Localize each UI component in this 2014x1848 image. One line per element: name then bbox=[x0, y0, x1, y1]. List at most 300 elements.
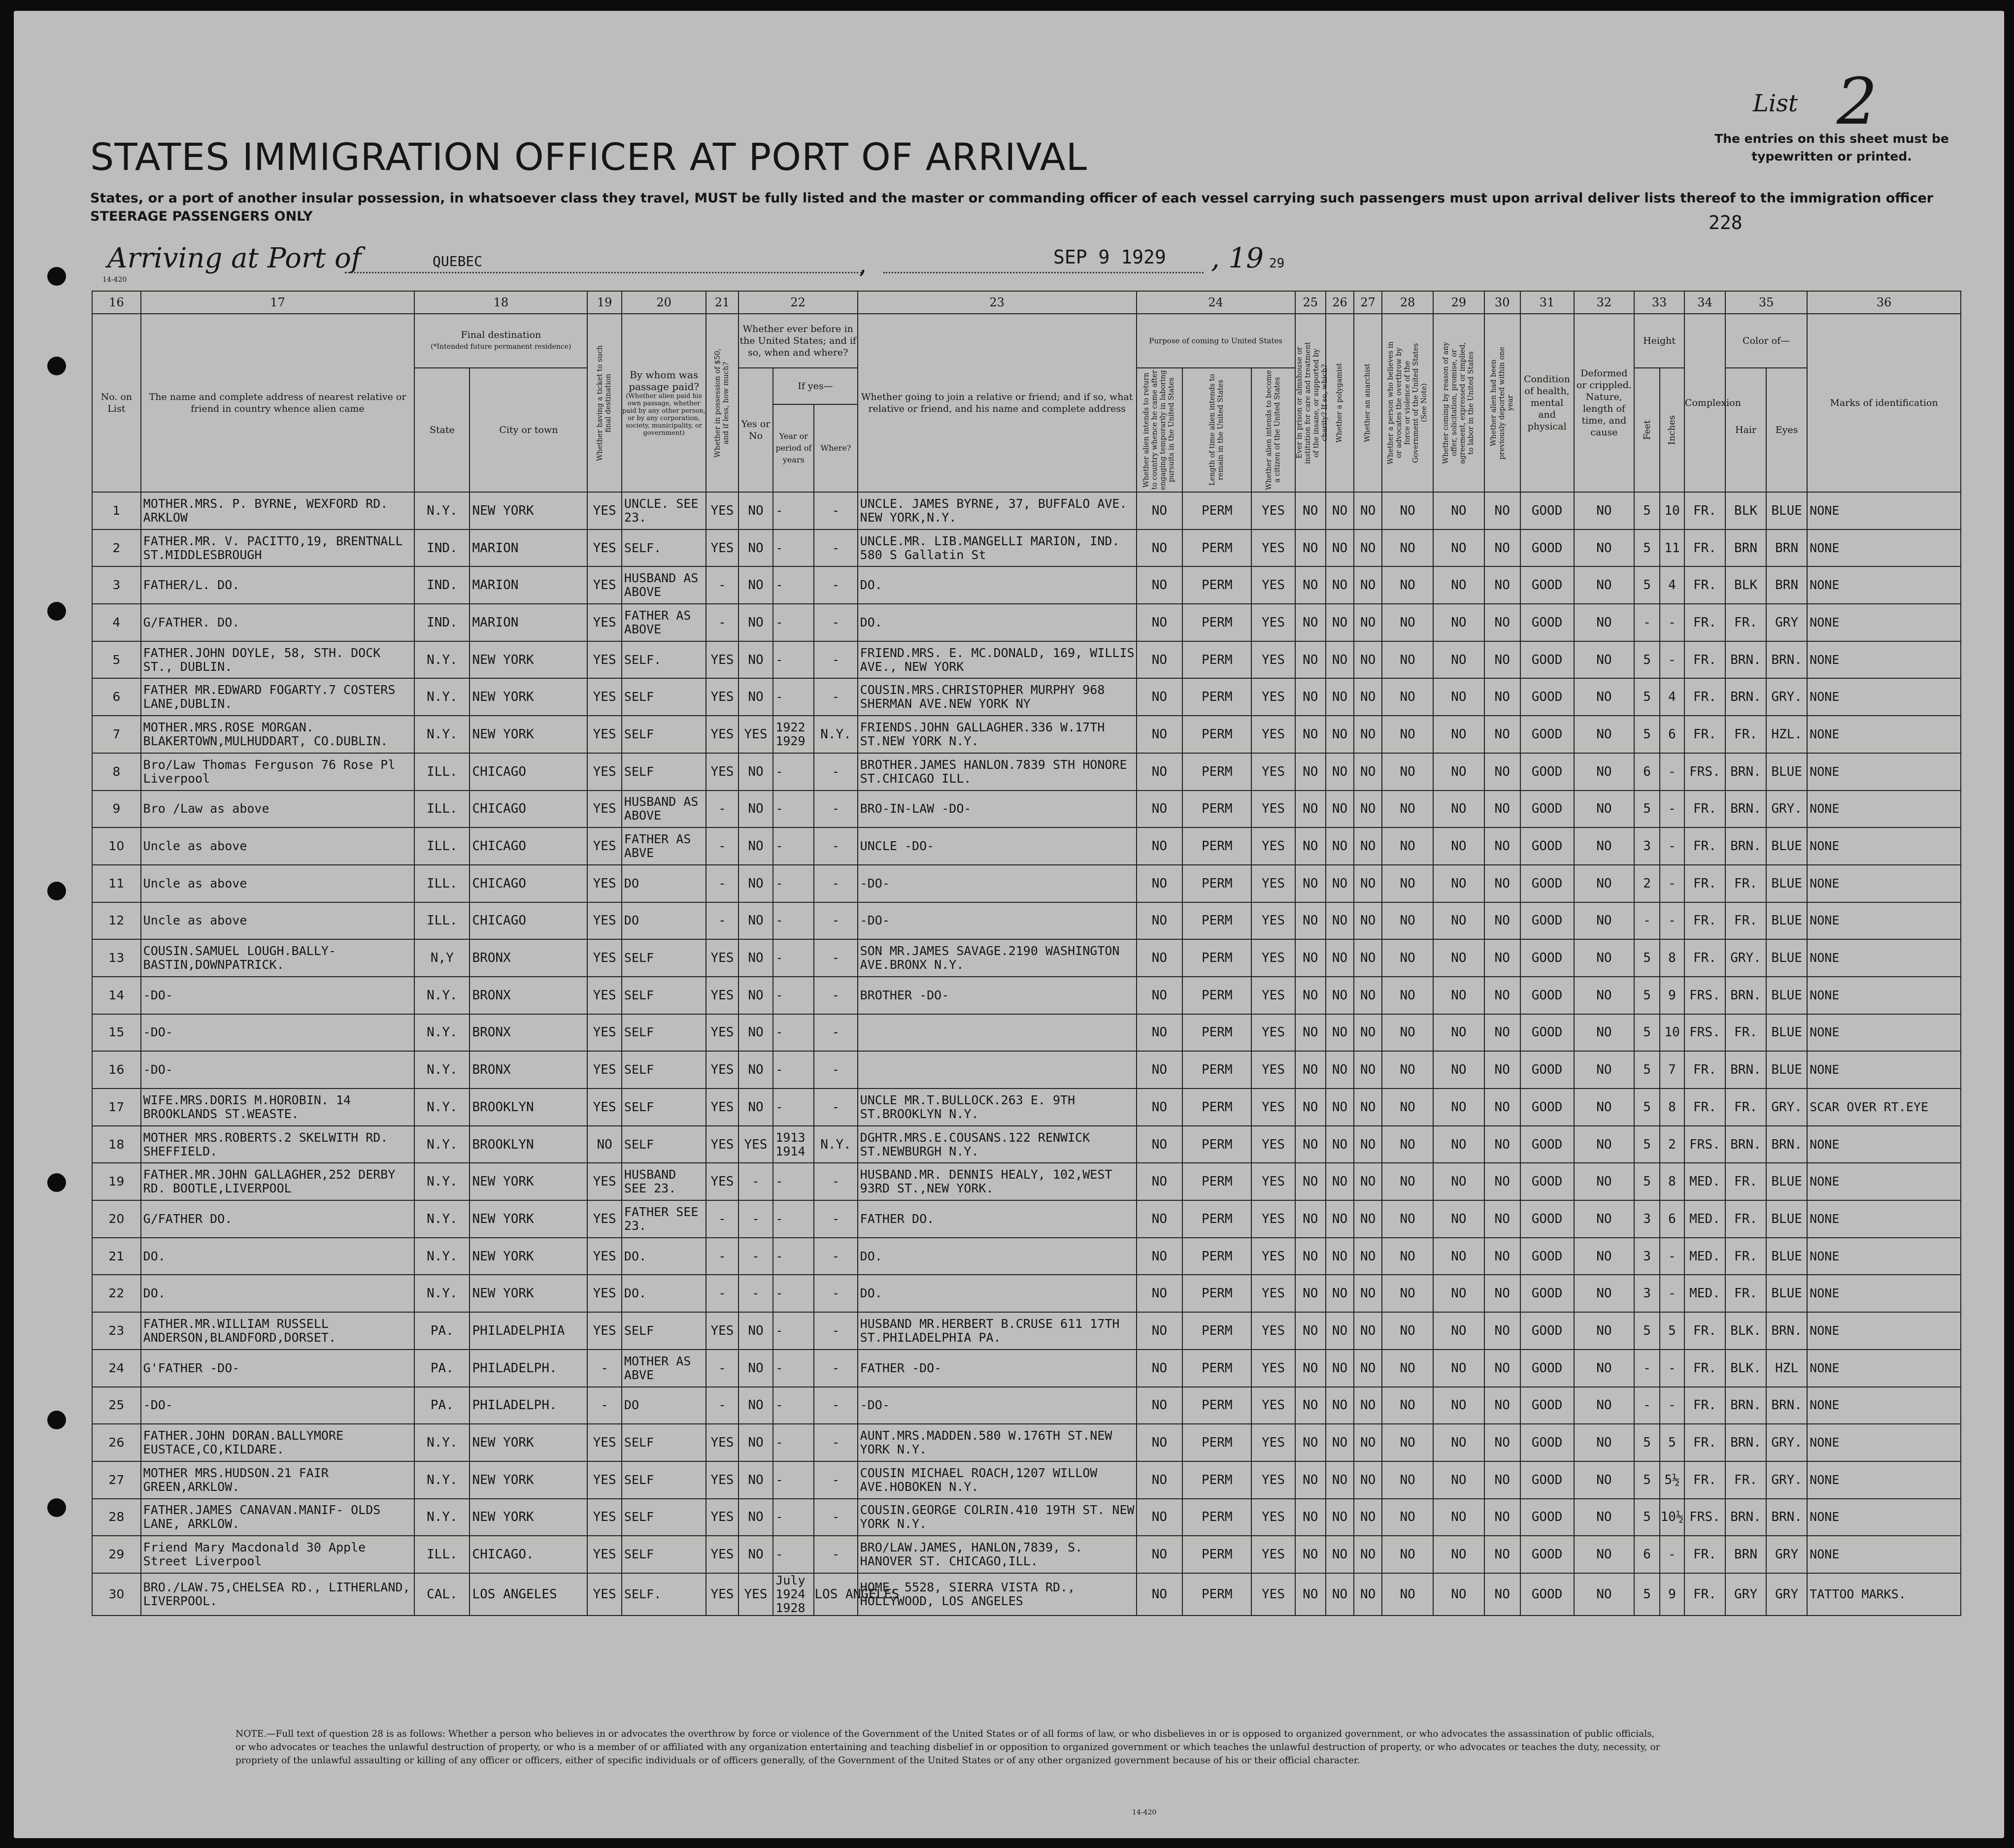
cell-no: 18 bbox=[92, 1126, 141, 1163]
cell-city: BRONX bbox=[470, 1014, 587, 1052]
cell-p-b: PERM bbox=[1182, 1499, 1251, 1536]
cell-complexion: FR. bbox=[1684, 566, 1725, 604]
cell-p-c: YES bbox=[1251, 939, 1295, 977]
column-number: 23 bbox=[858, 291, 1137, 314]
cell-p-a: NO bbox=[1137, 1275, 1182, 1312]
cell-city: PHILADELPH. bbox=[470, 1387, 587, 1424]
cell-before: YES bbox=[738, 1126, 773, 1163]
column-number: 17 bbox=[141, 291, 415, 314]
list-number: 2 bbox=[1837, 64, 1878, 139]
cell-c26: NO bbox=[1326, 492, 1354, 529]
header-purpose: Purpose of coming to United States bbox=[1137, 314, 1295, 368]
cell-ticket: YES bbox=[587, 1163, 622, 1200]
cell-city: BROOKLYN bbox=[470, 1126, 587, 1163]
cell-state: N.Y. bbox=[414, 1200, 470, 1238]
cell-deformed: NO bbox=[1574, 902, 1635, 940]
cell-c28: NO bbox=[1382, 641, 1433, 679]
cell-deformed: NO bbox=[1574, 1238, 1635, 1275]
cell-state: ILL. bbox=[414, 865, 470, 902]
cell-where: N.Y. bbox=[814, 1126, 857, 1163]
cell-passage: SELF bbox=[622, 1014, 706, 1052]
cell-c26: NO bbox=[1326, 604, 1354, 641]
cell-p-c: YES bbox=[1251, 1089, 1295, 1126]
cell-c26: NO bbox=[1326, 1350, 1354, 1387]
cell-hair: BRN. bbox=[1725, 753, 1766, 791]
cell-state: PA. bbox=[414, 1350, 470, 1387]
cell-passage: HUSBAND SEE 23. bbox=[622, 1163, 706, 1200]
table-row bbox=[92, 977, 1961, 1014]
cell-p-b: PERM bbox=[1182, 827, 1251, 865]
cell-c26: NO bbox=[1326, 1499, 1354, 1536]
cell-marks: NONE bbox=[1807, 566, 1961, 604]
cell-marks: NONE bbox=[1807, 1051, 1961, 1089]
cell-before: - bbox=[738, 1200, 773, 1238]
cell-state: ILL. bbox=[414, 902, 470, 940]
cell-inches: - bbox=[1660, 791, 1684, 828]
column-number: 36 bbox=[1807, 291, 1961, 314]
cell-p-c: YES bbox=[1251, 604, 1295, 641]
cell-city: MARION bbox=[470, 566, 587, 604]
cell-p-b: PERM bbox=[1182, 1275, 1251, 1312]
cell-joining: FRIENDS.JOHN GALLAGHER.336 W.17TH ST.NEW YORK N.Y. bbox=[858, 716, 1137, 753]
cell-complexion: FR. bbox=[1684, 1424, 1725, 1461]
header-no: No. on List bbox=[92, 314, 141, 492]
table-row bbox=[92, 1275, 1961, 1312]
table-row bbox=[92, 902, 1961, 940]
cell-p-a: NO bbox=[1137, 1312, 1182, 1350]
cell-p-c: YES bbox=[1251, 977, 1295, 1014]
cell-relative: FATHER MR.EDWARD FOGARTY.7 COSTERS LANE,DUBLIN. bbox=[141, 678, 415, 716]
cell-relative: FATHER.MR. V. PACITTO,19, BRENTNALL ST.MIDDLESBROUGH bbox=[141, 529, 415, 567]
cell-c27: NO bbox=[1354, 1014, 1382, 1052]
cell-c30: NO bbox=[1484, 827, 1520, 865]
cell-c25: NO bbox=[1295, 1126, 1326, 1163]
cell-deformed: NO bbox=[1574, 641, 1635, 679]
cell-state: N.Y. bbox=[414, 1499, 470, 1536]
cell-passage: SELF bbox=[622, 1461, 706, 1499]
cell-years: - bbox=[773, 1536, 814, 1573]
cell-money: - bbox=[706, 1200, 738, 1238]
header-color-of: Color of— bbox=[1725, 314, 1807, 368]
cell-before: NO bbox=[738, 827, 773, 865]
cell-hair: BLK. bbox=[1725, 1350, 1766, 1387]
cell-feet: 5 bbox=[1634, 641, 1660, 679]
cell-p-c: YES bbox=[1251, 1200, 1295, 1238]
cell-c29: NO bbox=[1433, 1536, 1484, 1573]
cell-money: YES bbox=[706, 641, 738, 679]
cell-joining: FATHER DO. bbox=[858, 1200, 1137, 1238]
cell-c28: NO bbox=[1382, 1275, 1433, 1312]
cell-years: - bbox=[773, 939, 814, 977]
cell-c30: NO bbox=[1484, 939, 1520, 977]
cell-c29: NO bbox=[1433, 641, 1484, 679]
cell-deformed: NO bbox=[1574, 1573, 1635, 1616]
cell-health: GOOD bbox=[1520, 753, 1574, 791]
cell-passage: UNCLE. SEE 23. bbox=[622, 492, 706, 529]
cell-c30: NO bbox=[1484, 678, 1520, 716]
cell-complexion: FR. bbox=[1684, 1089, 1725, 1126]
cell-hair: FR. bbox=[1725, 1275, 1766, 1312]
cell-city: PHILADELPH. bbox=[470, 1350, 587, 1387]
cell-before: NO bbox=[738, 791, 773, 828]
cell-deformed: NO bbox=[1574, 1387, 1635, 1424]
cell-eyes: BLUE bbox=[1766, 492, 1807, 529]
header-28 bbox=[1382, 314, 1433, 492]
cell-hair: BRN. bbox=[1725, 641, 1766, 679]
cell-deformed: NO bbox=[1574, 791, 1635, 828]
cell-deformed: NO bbox=[1574, 865, 1635, 902]
cell-years: 1913 1914 bbox=[773, 1126, 814, 1163]
cell-p-c: YES bbox=[1251, 791, 1295, 828]
cell-money: YES bbox=[706, 1499, 738, 1536]
cell-c25: NO bbox=[1295, 939, 1326, 977]
cell-state: IND. bbox=[414, 604, 470, 641]
cell-c29: NO bbox=[1433, 1387, 1484, 1424]
cell-p-a: NO bbox=[1137, 977, 1182, 1014]
cell-joining bbox=[858, 1051, 1137, 1089]
cell-no: 28 bbox=[92, 1499, 141, 1536]
cell-ticket: YES bbox=[587, 604, 622, 641]
cell-passage: SELF bbox=[622, 1089, 706, 1126]
cell-years: - bbox=[773, 1089, 814, 1126]
cell-c25: NO bbox=[1295, 604, 1326, 641]
cell-marks: NONE bbox=[1807, 1126, 1961, 1163]
cell-c28: NO bbox=[1382, 716, 1433, 753]
cell-marks: NONE bbox=[1807, 641, 1961, 679]
cell-inches: - bbox=[1660, 753, 1684, 791]
cell-city: NEW YORK bbox=[470, 1238, 587, 1275]
cell-relative: -DO- bbox=[141, 1387, 415, 1424]
cell-state: ILL. bbox=[414, 827, 470, 865]
cell-state: N.Y. bbox=[414, 716, 470, 753]
cell-state: N.Y. bbox=[414, 678, 470, 716]
cell-no: 2 bbox=[92, 529, 141, 567]
table-row bbox=[92, 1089, 1961, 1126]
cell-p-b: PERM bbox=[1182, 753, 1251, 791]
cell-inches: - bbox=[1660, 1536, 1684, 1573]
cell-passage: SELF. bbox=[622, 1573, 706, 1616]
cell-marks: NONE bbox=[1807, 492, 1961, 529]
cell-complexion: FRS. bbox=[1684, 1126, 1725, 1163]
cell-state: CAL. bbox=[414, 1573, 470, 1616]
cell-ticket: YES bbox=[587, 1424, 622, 1461]
cell-p-c: YES bbox=[1251, 678, 1295, 716]
cell-eyes: BLUE bbox=[1766, 753, 1807, 791]
cell-inches: 8 bbox=[1660, 1163, 1684, 1200]
cell-c25: NO bbox=[1295, 1014, 1326, 1052]
table-row bbox=[92, 1163, 1961, 1200]
table-row bbox=[92, 1238, 1961, 1275]
cell-c28: NO bbox=[1382, 1051, 1433, 1089]
cell-where: - bbox=[814, 753, 857, 791]
cell-state: N.Y. bbox=[414, 977, 470, 1014]
column-number: 20 bbox=[622, 291, 706, 314]
date-stamp: SEP 9 1929 bbox=[1053, 246, 1166, 268]
header-purpose-b bbox=[1182, 368, 1251, 492]
cell-where: - bbox=[814, 977, 857, 1014]
cell-deformed: NO bbox=[1574, 1014, 1635, 1052]
cell-complexion: FR. bbox=[1684, 1350, 1725, 1387]
cell-money: YES bbox=[706, 678, 738, 716]
cell-p-b: PERM bbox=[1182, 1089, 1251, 1126]
cell-years: 1922 1929 bbox=[773, 716, 814, 753]
cell-c30: NO bbox=[1484, 1275, 1520, 1312]
cell-eyes: GRY. bbox=[1766, 1424, 1807, 1461]
cell-no: 19 bbox=[92, 1163, 141, 1200]
cell-feet: 5 bbox=[1634, 716, 1660, 753]
cell-c25: NO bbox=[1295, 1312, 1326, 1350]
cell-marks: NONE bbox=[1807, 1275, 1961, 1312]
cell-complexion: FR. bbox=[1684, 1051, 1725, 1089]
cell-c30: NO bbox=[1484, 753, 1520, 791]
cell-health: GOOD bbox=[1520, 1536, 1574, 1573]
cell-feet: 5 bbox=[1634, 1499, 1660, 1536]
cell-money: YES bbox=[706, 1126, 738, 1163]
cell-no: 4 bbox=[92, 604, 141, 641]
cell-c25: NO bbox=[1295, 529, 1326, 567]
cell-relative: DO. bbox=[141, 1238, 415, 1275]
cell-passage: SELF. bbox=[622, 641, 706, 679]
cell-joining: BRO-IN-LAW -DO- bbox=[858, 791, 1137, 828]
cell-inches: 6 bbox=[1660, 716, 1684, 753]
cell-p-b: PERM bbox=[1182, 1461, 1251, 1499]
cell-hair: GRY bbox=[1725, 1573, 1766, 1616]
cell-relative: MOTHER.MRS.ROSE MORGAN. BLAKERTOWN,MULHUDDART, CO.DUBLIN. bbox=[141, 716, 415, 753]
cell-feet: 5 bbox=[1634, 1573, 1660, 1616]
cell-state: N.Y. bbox=[414, 641, 470, 679]
cell-p-a: NO bbox=[1137, 1387, 1182, 1424]
header-purpose-c bbox=[1251, 368, 1295, 492]
cell-no: 1 bbox=[92, 492, 141, 529]
cell-inches: - bbox=[1660, 604, 1684, 641]
column-number: 18 bbox=[414, 291, 587, 314]
table-row bbox=[92, 791, 1961, 828]
cell-marks: NONE bbox=[1807, 1499, 1961, 1536]
cell-hair: BRN. bbox=[1725, 678, 1766, 716]
column-number: 30 bbox=[1484, 291, 1520, 314]
cell-hair: BRN bbox=[1725, 529, 1766, 567]
table-row bbox=[92, 1424, 1961, 1461]
cell-marks: TATTOO MARKS. bbox=[1807, 1573, 1961, 1616]
cell-p-b: PERM bbox=[1182, 641, 1251, 679]
cell-c29: NO bbox=[1433, 1424, 1484, 1461]
form-code: 14-420 bbox=[102, 276, 127, 284]
cell-c26: NO bbox=[1326, 566, 1354, 604]
cell-city: CHICAGO. bbox=[470, 1536, 587, 1573]
column-number: 29 bbox=[1433, 291, 1484, 314]
cell-c29: NO bbox=[1433, 1573, 1484, 1616]
cell-p-b: PERM bbox=[1182, 566, 1251, 604]
cell-c27: NO bbox=[1354, 566, 1382, 604]
header-if-yes: If yes— bbox=[773, 368, 857, 404]
cell-p-c: YES bbox=[1251, 1163, 1295, 1200]
table-row bbox=[92, 753, 1961, 791]
cell-no: 12 bbox=[92, 902, 141, 940]
page-subtitle: States, or a port of another insular possession, in whatsoever class they travel, MUST be fully listed and the master or commanding officer of each vessel carrying such passengers must upon arrival deliver lists thereof to the immigration officer bbox=[90, 191, 1934, 206]
cell-ticket: YES bbox=[587, 1051, 622, 1089]
cell-complexion: FR. bbox=[1684, 1387, 1725, 1424]
cell-where: LOS ANGELES bbox=[814, 1573, 857, 1616]
cell-inches: - bbox=[1660, 1350, 1684, 1387]
cell-inches: 7 bbox=[1660, 1051, 1684, 1089]
cell-p-c: YES bbox=[1251, 902, 1295, 940]
cell-p-a: NO bbox=[1137, 939, 1182, 977]
cell-city: NEW YORK bbox=[470, 492, 587, 529]
cell-complexion: MED. bbox=[1684, 1275, 1725, 1312]
cell-years: - bbox=[773, 1312, 814, 1350]
table-row bbox=[92, 1126, 1961, 1163]
cell-p-b: PERM bbox=[1182, 1350, 1251, 1387]
column-number: 26 bbox=[1326, 291, 1354, 314]
cell-state: N.Y. bbox=[414, 1424, 470, 1461]
cell-money: YES bbox=[706, 529, 738, 567]
cell-where: - bbox=[814, 1089, 857, 1126]
cell-p-b: PERM bbox=[1182, 865, 1251, 902]
purpose-a-text: Whether alien intends to return to country whence he came after engaging temporarily in laboring pursuits in the United States bbox=[1142, 370, 1176, 490]
cell-c25: NO bbox=[1295, 1275, 1326, 1312]
cell-c29: NO bbox=[1433, 977, 1484, 1014]
table-row bbox=[92, 1051, 1961, 1089]
cell-state: IND. bbox=[414, 566, 470, 604]
cell-passage: SELF bbox=[622, 939, 706, 977]
table-row bbox=[92, 939, 1961, 977]
table-row bbox=[92, 1387, 1961, 1424]
cell-c27: NO bbox=[1354, 1126, 1382, 1163]
cell-passage: MOTHER AS ABVE bbox=[622, 1350, 706, 1387]
cell-p-a: NO bbox=[1137, 1163, 1182, 1200]
cell-c29: NO bbox=[1433, 1126, 1484, 1163]
cell-years: - bbox=[773, 566, 814, 604]
cell-health: GOOD bbox=[1520, 939, 1574, 977]
cell-complexion: FR. bbox=[1684, 492, 1725, 529]
cell-c26: NO bbox=[1326, 1461, 1354, 1499]
cell-joining: HOME, 5528, SIERRA VISTA RD., HOLLYWOOD, LOS ANGELES bbox=[858, 1573, 1137, 1616]
cell-feet: 5 bbox=[1634, 791, 1660, 828]
cell-joining: HUSBAND MR.HERBERT B.CRUSE 611 17TH ST.PHILADELPHIA PA. bbox=[858, 1312, 1137, 1350]
cell-joining: -DO- bbox=[858, 1387, 1137, 1424]
cell-c26: NO bbox=[1326, 939, 1354, 977]
column-number: 16 bbox=[92, 291, 141, 314]
cell-marks: NONE bbox=[1807, 1312, 1961, 1350]
cell-feet: 5 bbox=[1634, 492, 1660, 529]
port-value: QUEBEC bbox=[433, 253, 483, 269]
cell-c28: NO bbox=[1382, 1424, 1433, 1461]
cell-eyes: BLUE bbox=[1766, 1200, 1807, 1238]
cell-health: GOOD bbox=[1520, 865, 1574, 902]
cell-c25: NO bbox=[1295, 753, 1326, 791]
cell-money: YES bbox=[706, 1573, 738, 1616]
cell-state: N.Y. bbox=[414, 1014, 470, 1052]
cell-ticket: YES bbox=[587, 529, 622, 567]
cell-c25: NO bbox=[1295, 641, 1326, 679]
cell-p-c: YES bbox=[1251, 1238, 1295, 1275]
cell-money: YES bbox=[706, 939, 738, 977]
cell-c26: NO bbox=[1326, 753, 1354, 791]
cell-p-b: PERM bbox=[1182, 1536, 1251, 1573]
cell-complexion: FR. bbox=[1684, 902, 1725, 940]
cell-ticket: YES bbox=[587, 678, 622, 716]
cell-c29: NO bbox=[1433, 791, 1484, 828]
cell-city: NEW YORK bbox=[470, 1424, 587, 1461]
cell-hair: BRN. bbox=[1725, 1424, 1766, 1461]
cell-c30: NO bbox=[1484, 604, 1520, 641]
cell-feet: 2 bbox=[1634, 865, 1660, 902]
header-money-text: Whether in possession of $50, and if less, how much? bbox=[713, 348, 730, 458]
cell-deformed: NO bbox=[1574, 1163, 1635, 1200]
cell-joining: COUSIN.MRS.CHRISTOPHER MURPHY 968 SHERMAN AVE.NEW YORK NY bbox=[858, 678, 1137, 716]
cell-passage: SELF bbox=[622, 1499, 706, 1536]
cell-years: - bbox=[773, 492, 814, 529]
cell-c28: NO bbox=[1382, 492, 1433, 529]
cell-c29: NO bbox=[1433, 492, 1484, 529]
cell-p-c: YES bbox=[1251, 1014, 1295, 1052]
cell-feet: 5 bbox=[1634, 977, 1660, 1014]
cell-feet: 5 bbox=[1634, 529, 1660, 567]
cell-eyes: GRY. bbox=[1766, 791, 1807, 828]
cell-marks: NONE bbox=[1807, 1461, 1961, 1499]
cell-no: 29 bbox=[92, 1536, 141, 1573]
cell-joining: -DO- bbox=[858, 865, 1137, 902]
cell-c28: NO bbox=[1382, 678, 1433, 716]
cell-joining bbox=[858, 1014, 1137, 1052]
cell-eyes: BLUE bbox=[1766, 865, 1807, 902]
cell-c26: NO bbox=[1326, 716, 1354, 753]
cell-c30: NO bbox=[1484, 1163, 1520, 1200]
cell-years: - bbox=[773, 1387, 814, 1424]
cell-health: GOOD bbox=[1520, 1014, 1574, 1052]
cell-c28: NO bbox=[1382, 1387, 1433, 1424]
cell-inches: 6 bbox=[1660, 1200, 1684, 1238]
cell-eyes: BLUE bbox=[1766, 902, 1807, 940]
cell-c25: NO bbox=[1295, 1573, 1326, 1616]
cell-where: - bbox=[814, 865, 857, 902]
cell-money: - bbox=[706, 791, 738, 828]
passenger-class: STEERAGE PASSENGERS ONLY bbox=[90, 209, 313, 224]
cell-eyes: GRY bbox=[1766, 604, 1807, 641]
cell-inches: 10½ bbox=[1660, 1499, 1684, 1536]
cell-deformed: NO bbox=[1574, 1536, 1635, 1573]
cell-c27: NO bbox=[1354, 977, 1382, 1014]
feet-text: Feet bbox=[1642, 420, 1652, 440]
cell-health: GOOD bbox=[1520, 1573, 1574, 1616]
cell-money: YES bbox=[706, 1014, 738, 1052]
cell-c27: NO bbox=[1354, 1573, 1382, 1616]
table-row bbox=[92, 1200, 1961, 1238]
table-row bbox=[92, 716, 1961, 753]
cell-city: CHICAGO bbox=[470, 902, 587, 940]
cell-no: 13 bbox=[92, 939, 141, 977]
cell-where: - bbox=[814, 939, 857, 977]
cell-p-b: PERM bbox=[1182, 1126, 1251, 1163]
cell-c26: NO bbox=[1326, 1275, 1354, 1312]
cell-inches: 5 bbox=[1660, 1424, 1684, 1461]
cell-complexion: FR. bbox=[1684, 604, 1725, 641]
table-row bbox=[92, 1014, 1961, 1052]
cell-c27: NO bbox=[1354, 1424, 1382, 1461]
cell-deformed: NO bbox=[1574, 1126, 1635, 1163]
cell-c29: NO bbox=[1433, 1461, 1484, 1499]
purpose-c-text: Whether alien intends to become a citizen of the United States bbox=[1265, 370, 1281, 490]
cell-passage: DO. bbox=[622, 1238, 706, 1275]
cell-eyes: GRY bbox=[1766, 1536, 1807, 1573]
cell-ticket: YES bbox=[587, 902, 622, 940]
cell-state: N.Y. bbox=[414, 1238, 470, 1275]
cell-p-a: NO bbox=[1137, 529, 1182, 567]
cell-c29: NO bbox=[1433, 678, 1484, 716]
cell-p-c: YES bbox=[1251, 1051, 1295, 1089]
header-state: State bbox=[414, 368, 470, 492]
cell-marks: NONE bbox=[1807, 1536, 1961, 1573]
